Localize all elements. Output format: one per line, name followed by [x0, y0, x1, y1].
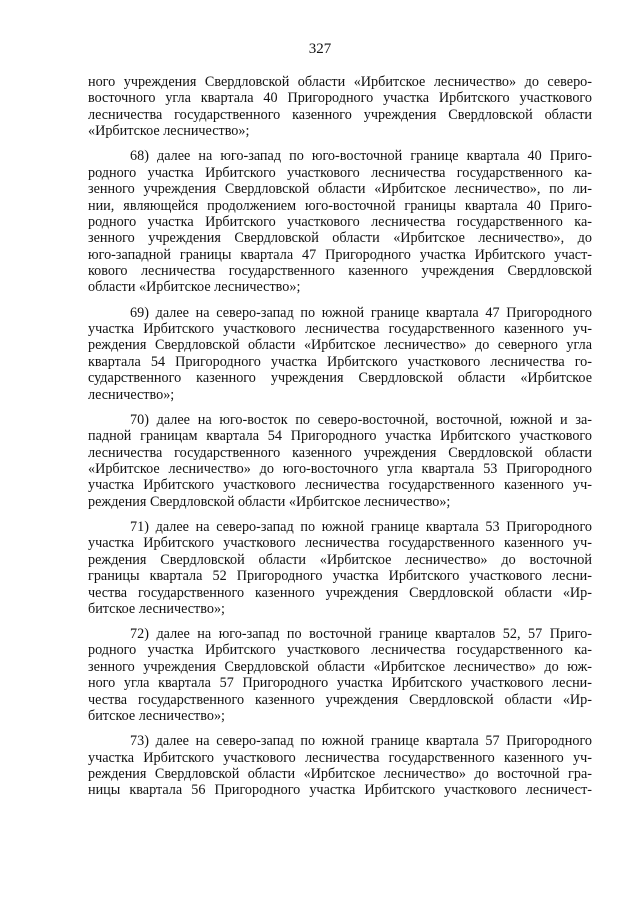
text-line: ницы квартала 56 Пригородного участка Ирбитского участкового лесничест- — [88, 782, 592, 799]
text-line: области «Ирбитское лесничество»; — [88, 279, 301, 296]
text-line: реждения Свердловской области «Ирбитское лесничество» до северного угла — [88, 337, 592, 354]
document-body — [88, 74, 592, 808]
text-line: зенного учреждения Свердловской области «Ирбитское лесничество» до юж- — [88, 658, 592, 675]
text-line: квартала 54 Пригородного участка Ирбитского участкового лесничества го- — [88, 353, 592, 370]
text-line: границы квартала 52 Пригородного участка Ирбитского участкового лесни- — [88, 568, 592, 585]
text-line: падной границам квартала 54 Пригородного участка Ирбитского участкового — [88, 428, 592, 445]
paragraph-70 — [88, 412, 592, 510]
text-line: ного угла квартала 57 Пригородного участка Ирбитского участкового лесни- — [88, 675, 592, 692]
text-line: кового лесничества государственного казенного учреждения Свердловской — [88, 263, 592, 280]
paragraph-69 — [88, 305, 592, 403]
text-line: родного участка Ирбитского участкового лесничества государственного ка- — [88, 642, 592, 659]
text-line: родного участка Ирбитского участкового лесничества государственного ка- — [88, 213, 592, 230]
text-line: участка Ирбитского участкового лесничества государственного казенного уч- — [88, 535, 592, 552]
text-line: битское лесничество»; — [88, 708, 225, 725]
text-line: «Ирбитское лесничество» до юго-восточного угла квартала 53 Пригородного — [88, 460, 592, 477]
text-line: 70) далее на юго-восток по северо-восточной, восточной, южной и за- — [130, 411, 592, 428]
text-line: участка Ирбитского участкового лесничества государственного казенного уч- — [88, 477, 592, 494]
text-line: реждения Свердловской области «Ирбитское лесничество»; — [88, 493, 451, 510]
text-line: участка Ирбитского участкового лесничества государственного казенного уч- — [88, 749, 592, 766]
text-line: лесничества государственного казенного учреждения Свердловской области — [88, 444, 592, 461]
text-line: 68) далее на юго-запад по юго-восточной границе квартала 40 Приго- — [130, 148, 592, 165]
text-line: реждения Свердловской области «Ирбитское лесничество» до восточной — [88, 551, 592, 568]
text-line: чества государственного казенного учреждения Свердловской области «Ир- — [88, 584, 592, 601]
text-line: лесничества государственного казенного учреждения Свердловской области — [88, 106, 592, 123]
text-line: зенного учреждения Свердловской области «Ирбитское лесничество», до — [88, 230, 592, 247]
paragraph-71 — [88, 519, 592, 617]
text-line: зенного учреждения Свердловской области «Ирбитское лесничество», по ли- — [88, 181, 592, 198]
paragraph-72 — [88, 626, 592, 724]
text-line: чества государственного казенного учреждения Свердловской области «Ир- — [88, 691, 592, 708]
text-line: нии, являющейся продолжением юго-восточной границы квартала 40 Приго- — [88, 197, 592, 214]
text-line: лесничество»; — [88, 386, 175, 403]
text-line: участка Ирбитского участкового лесничества государственного казенного уч- — [88, 321, 592, 338]
text-line: юго-западной границы квартала 47 Пригородного участка Ирбитского участ- — [88, 246, 592, 263]
paragraph-continued — [88, 74, 592, 140]
text-line: родного участка Ирбитского участкового лесничества государственного ка- — [88, 164, 592, 181]
text-line: 69) далее на северо-запад по южной границе квартала 47 Пригородного — [130, 304, 592, 321]
text-line: сударственного казенного учреждения Свердловской области «Ирбитское — [88, 370, 592, 387]
page-number: 327 — [308, 41, 332, 57]
text-line: 71) далее на северо-запад по южной границе квартала 53 Пригородного — [130, 518, 592, 535]
text-line: «Ирбитское лесничество»; — [88, 123, 250, 140]
text-line: 72) далее на юго-запад по восточной границе кварталов 52, 57 Приго- — [130, 626, 592, 643]
paragraph-73 — [88, 733, 592, 799]
text-line: реждения Свердловской области «Ирбитское лесничество» до восточной гра- — [88, 766, 592, 783]
text-line: восточного угла квартала 40 Пригородного участка Ирбитского участкового — [88, 90, 592, 107]
text-line: ного учреждения Свердловской области «Ирбитское лесничество» до северо- — [88, 74, 592, 90]
paragraph-68 — [88, 148, 592, 296]
text-line: 73) далее на северо-запад по южной границе квартала 57 Пригородного — [130, 733, 592, 750]
text-line: битское лесничество»; — [88, 600, 225, 617]
